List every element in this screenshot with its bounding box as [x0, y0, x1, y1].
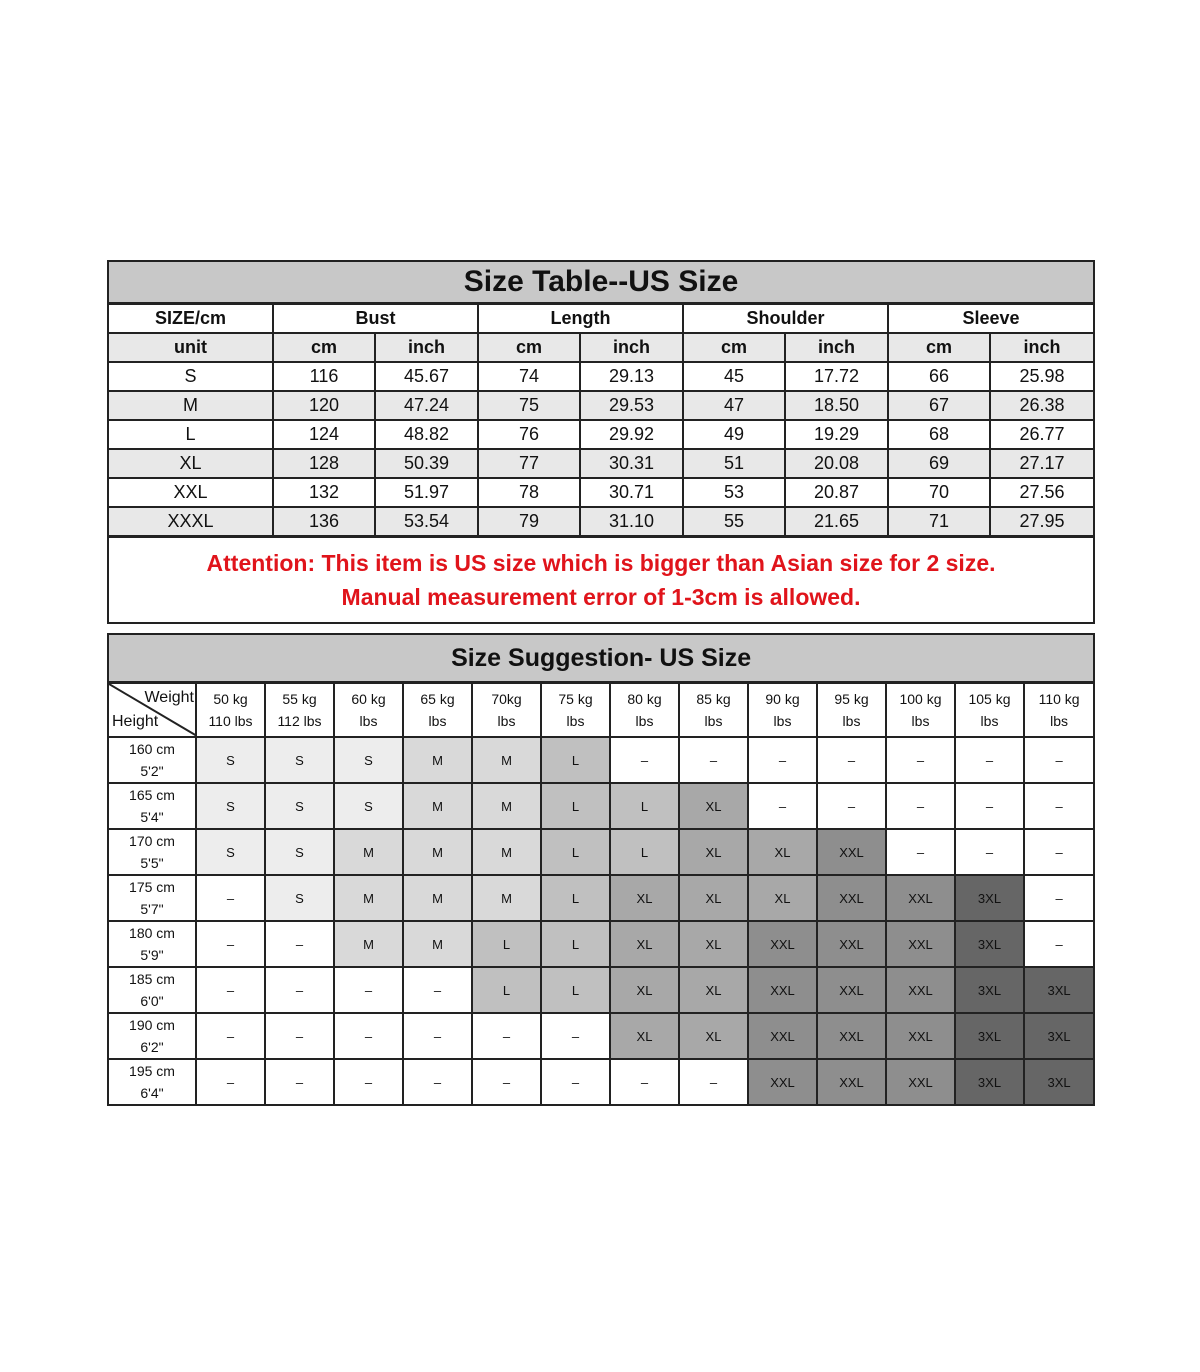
weight-lbs: lbs: [842, 713, 861, 729]
height-ft: 6'4": [140, 1085, 164, 1101]
recommended-size-cell: XL: [610, 967, 679, 1013]
recommended-size-cell: –: [1024, 783, 1094, 829]
weight-kg: 110 kg: [1038, 691, 1080, 707]
measurement-cell: 30.71: [580, 478, 683, 507]
height-ft: 5'9": [140, 947, 164, 963]
weight-kg: 65 kg: [420, 691, 455, 707]
recommended-size-cell: M: [334, 829, 403, 875]
height-header: [108, 1059, 196, 1105]
corner-header: [108, 683, 196, 738]
recommended-size-cell: XXL: [817, 1059, 886, 1105]
recommended-size-cell: M: [403, 829, 472, 875]
recommended-size-cell: –: [334, 1013, 403, 1059]
weight-header: [196, 683, 265, 738]
unit-header: cm: [683, 333, 785, 362]
recommended-size-cell: –: [472, 1013, 541, 1059]
height-header: [108, 967, 196, 1013]
recommended-size-cell: XXL: [817, 921, 886, 967]
recommended-size-cell: –: [1024, 875, 1094, 921]
recommended-size-cell: –: [610, 737, 679, 783]
measurement-cell: 136: [273, 507, 375, 537]
recommended-size-cell: –: [403, 1013, 472, 1059]
recommended-size-cell: S: [196, 829, 265, 875]
height-cm: 195 cm: [129, 1063, 175, 1079]
recommended-size-cell: –: [403, 1059, 472, 1105]
recommended-size-cell: XXL: [817, 875, 886, 921]
height-ft: 5'2": [140, 763, 164, 779]
recommended-size-cell: XXL: [748, 1059, 817, 1105]
weight-lbs: lbs: [428, 713, 447, 729]
recommended-size-cell: M: [403, 921, 472, 967]
recommended-size-cell: –: [265, 1059, 334, 1105]
weight-header: [955, 683, 1024, 738]
measurement-cell: 45.67: [375, 362, 478, 391]
height-ft: 5'5": [140, 855, 164, 871]
measurement-cell: 68: [888, 420, 990, 449]
unit-header: inch: [375, 333, 478, 362]
size-suggestion-table: [107, 633, 1095, 1106]
height-ft: 6'2": [140, 1039, 164, 1055]
recommended-size-cell: L: [541, 875, 610, 921]
recommended-size-cell: L: [610, 783, 679, 829]
weight-lbs: 112 lbs: [277, 713, 322, 729]
recommended-size-cell: M: [472, 875, 541, 921]
size-cell: M: [108, 391, 273, 420]
weight-kg: 55 kg: [282, 691, 317, 707]
measurement-cell: 26.38: [990, 391, 1094, 420]
recommended-size-cell: XXL: [886, 875, 955, 921]
recommended-size-cell: XL: [748, 875, 817, 921]
recommended-size-cell: 3XL: [1024, 1059, 1094, 1105]
measurement-cell: 20.08: [785, 449, 888, 478]
measurement-cell: 78: [478, 478, 580, 507]
weight-header: [748, 683, 817, 738]
weight-kg: 75 kg: [558, 691, 593, 707]
size-cell: S: [108, 362, 273, 391]
recommended-size-cell: –: [886, 829, 955, 875]
size-table-body: [108, 362, 1094, 537]
height-axis-label: Height: [112, 713, 159, 730]
measurement-cell: 30.31: [580, 449, 683, 478]
unit-header: cm: [273, 333, 375, 362]
size-cell: L: [108, 420, 273, 449]
group-header-sleeve: Sleeve: [888, 304, 1094, 334]
height-row: [108, 783, 1094, 829]
recommended-size-cell: –: [196, 967, 265, 1013]
weight-kg: 95 kg: [834, 691, 869, 707]
measurement-cell: 27.17: [990, 449, 1094, 478]
recommended-size-cell: XL: [679, 875, 748, 921]
size-row: [108, 449, 1094, 478]
recommended-size-cell: –: [472, 1059, 541, 1105]
weight-kg: 90 kg: [765, 691, 800, 707]
weight-header: [472, 683, 541, 738]
recommended-size-cell: 3XL: [955, 921, 1024, 967]
recommended-size-cell: XXL: [748, 967, 817, 1013]
recommended-size-cell: S: [334, 737, 403, 783]
measurement-cell: 29.92: [580, 420, 683, 449]
weight-header: [886, 683, 955, 738]
recommended-size-cell: XL: [679, 921, 748, 967]
measurement-cell: 77: [478, 449, 580, 478]
height-cm: 180 cm: [129, 925, 175, 941]
measurement-cell: 120: [273, 391, 375, 420]
recommended-size-cell: L: [610, 829, 679, 875]
recommended-size-cell: M: [334, 875, 403, 921]
weight-header: [817, 683, 886, 738]
recommended-size-cell: XXL: [817, 829, 886, 875]
recommended-size-cell: –: [334, 967, 403, 1013]
weight-lbs: lbs: [635, 713, 654, 729]
recommended-size-cell: S: [265, 783, 334, 829]
recommended-size-cell: S: [196, 783, 265, 829]
weight-lbs: lbs: [773, 713, 792, 729]
measurement-cell: 70: [888, 478, 990, 507]
height-header: [108, 737, 196, 783]
weight-header: [1024, 683, 1094, 738]
group-header-shoulder: Shoulder: [683, 304, 888, 334]
recommended-size-cell: –: [265, 921, 334, 967]
weight-lbs: lbs: [566, 713, 585, 729]
recommended-size-cell: XXL: [886, 967, 955, 1013]
measurement-cell: 25.98: [990, 362, 1094, 391]
measurement-cell: 124: [273, 420, 375, 449]
weight-kg: 80 kg: [627, 691, 662, 707]
size-cell: XXL: [108, 478, 273, 507]
recommended-size-cell: –: [265, 1013, 334, 1059]
recommended-size-cell: –: [748, 783, 817, 829]
recommended-size-cell: –: [1024, 829, 1094, 875]
recommended-size-cell: –: [886, 737, 955, 783]
height-row: [108, 921, 1094, 967]
recommended-size-cell: –: [541, 1059, 610, 1105]
recommended-size-cell: –: [196, 1059, 265, 1105]
height-row: [108, 875, 1094, 921]
weight-lbs: 110 lbs: [208, 713, 253, 729]
height-header: [108, 829, 196, 875]
height-ft: 5'7": [140, 901, 164, 917]
size-row: [108, 478, 1094, 507]
suggestion-table-body: [108, 737, 1094, 1105]
recommended-size-cell: –: [955, 737, 1024, 783]
recommended-size-cell: –: [265, 967, 334, 1013]
measurement-cell: 31.10: [580, 507, 683, 537]
height-row: [108, 1013, 1094, 1059]
unit-header: inch: [785, 333, 888, 362]
recommended-size-cell: M: [403, 737, 472, 783]
recommended-size-cell: –: [886, 783, 955, 829]
recommended-size-cell: M: [472, 829, 541, 875]
weight-header: [334, 683, 403, 738]
recommended-size-cell: –: [679, 1059, 748, 1105]
height-cm: 185 cm: [129, 971, 175, 987]
weight-lbs: lbs: [911, 713, 930, 729]
size-table-title: Size Table--US Size: [108, 261, 1094, 304]
recommended-size-cell: L: [541, 921, 610, 967]
measurement-cell: 71: [888, 507, 990, 537]
recommended-size-cell: S: [265, 829, 334, 875]
recommended-size-cell: 3XL: [955, 967, 1024, 1013]
recommended-size-cell: M: [472, 783, 541, 829]
recommended-size-cell: XXL: [748, 1013, 817, 1059]
weight-header: [403, 683, 472, 738]
size-table-group-header: [108, 304, 1094, 334]
unit-label-header: unit: [108, 333, 273, 362]
recommended-size-cell: S: [265, 875, 334, 921]
measurement-cell: 49: [683, 420, 785, 449]
measurement-cell: 47: [683, 391, 785, 420]
size-table-unit-header: [108, 333, 1094, 362]
recommended-size-cell: XXL: [886, 1059, 955, 1105]
measurement-cell: 67: [888, 391, 990, 420]
recommended-size-cell: 3XL: [1024, 1013, 1094, 1059]
height-cm: 165 cm: [129, 787, 175, 803]
measurement-cell: 76: [478, 420, 580, 449]
measurement-cell: 45: [683, 362, 785, 391]
measurement-cell: 53.54: [375, 507, 478, 537]
recommended-size-cell: XXL: [886, 1013, 955, 1059]
recommended-size-cell: L: [472, 967, 541, 1013]
unit-header: cm: [478, 333, 580, 362]
recommended-size-cell: –: [817, 737, 886, 783]
attention-notice: [108, 537, 1094, 624]
recommended-size-cell: –: [196, 921, 265, 967]
unit-header: inch: [990, 333, 1094, 362]
measurement-cell: 128: [273, 449, 375, 478]
recommended-size-cell: 3XL: [955, 1059, 1024, 1105]
measurement-cell: 50.39: [375, 449, 478, 478]
recommended-size-cell: –: [610, 1059, 679, 1105]
measurement-cell: 79: [478, 507, 580, 537]
recommended-size-cell: XXL: [748, 921, 817, 967]
recommended-size-cell: L: [472, 921, 541, 967]
measurement-cell: 53: [683, 478, 785, 507]
recommended-size-cell: L: [541, 829, 610, 875]
attention-line-1: Attention: This item is US size which is bigger than Asian size for 2 size.: [206, 550, 996, 576]
height-header: [108, 921, 196, 967]
recommended-size-cell: M: [403, 875, 472, 921]
group-header-bust: Bust: [273, 304, 478, 334]
recommended-size-cell: XL: [679, 829, 748, 875]
measurement-cell: 27.95: [990, 507, 1094, 537]
recommended-size-cell: –: [403, 967, 472, 1013]
measurement-cell: 51: [683, 449, 785, 478]
measurement-cell: 69: [888, 449, 990, 478]
weight-header: [610, 683, 679, 738]
measurement-cell: 29.53: [580, 391, 683, 420]
recommended-size-cell: –: [196, 1013, 265, 1059]
size-row: [108, 391, 1094, 420]
weight-lbs: lbs: [497, 713, 516, 729]
recommended-size-cell: L: [541, 737, 610, 783]
recommended-size-cell: XL: [610, 921, 679, 967]
unit-header: cm: [888, 333, 990, 362]
measurement-cell: 20.87: [785, 478, 888, 507]
size-table: [107, 260, 1095, 624]
height-ft: 5'4": [140, 809, 164, 825]
recommended-size-cell: –: [679, 737, 748, 783]
recommended-size-cell: XXL: [886, 921, 955, 967]
weight-lbs: lbs: [980, 713, 999, 729]
recommended-size-cell: –: [955, 829, 1024, 875]
recommended-size-cell: 3XL: [955, 1013, 1024, 1059]
recommended-size-cell: S: [334, 783, 403, 829]
suggestion-table-title: Size Suggestion- US Size: [108, 634, 1094, 683]
weight-kg: 50 kg: [213, 691, 248, 707]
height-row: [108, 967, 1094, 1013]
weight-axis-label: Weight: [144, 689, 194, 706]
size-row: [108, 507, 1094, 537]
recommended-size-cell: XL: [748, 829, 817, 875]
weight-header: [679, 683, 748, 738]
recommended-size-cell: –: [541, 1013, 610, 1059]
weight-kg: 60 kg: [351, 691, 386, 707]
weight-kg: 85 kg: [696, 691, 731, 707]
recommended-size-cell: –: [817, 783, 886, 829]
height-header: [108, 1013, 196, 1059]
size-cell: XL: [108, 449, 273, 478]
weight-lbs: lbs: [1050, 713, 1069, 729]
weight-lbs: lbs: [704, 713, 723, 729]
recommended-size-cell: 3XL: [1024, 967, 1094, 1013]
measurement-cell: 19.29: [785, 420, 888, 449]
recommended-size-cell: 3XL: [955, 875, 1024, 921]
height-ft: 6'0": [140, 993, 164, 1009]
height-header: [108, 783, 196, 829]
size-cell: XXXL: [108, 507, 273, 537]
recommended-size-cell: XL: [610, 875, 679, 921]
weight-header: [541, 683, 610, 738]
group-header-length: Length: [478, 304, 683, 334]
height-row: [108, 1059, 1094, 1105]
weight-kg: 70kg: [491, 691, 522, 707]
recommended-size-cell: M: [403, 783, 472, 829]
attention-line-2: Manual measurement error of 1-3cm is allowed.: [341, 584, 861, 610]
recommended-size-cell: S: [196, 737, 265, 783]
height-cm: 170 cm: [129, 833, 175, 849]
size-label-header: SIZE/cm: [108, 304, 273, 334]
measurement-cell: 55: [683, 507, 785, 537]
recommended-size-cell: –: [955, 783, 1024, 829]
measurement-cell: 26.77: [990, 420, 1094, 449]
size-row: [108, 362, 1094, 391]
recommended-size-cell: –: [1024, 737, 1094, 783]
measurement-cell: 47.24: [375, 391, 478, 420]
size-row: [108, 420, 1094, 449]
weight-header: [265, 683, 334, 738]
recommended-size-cell: –: [1024, 921, 1094, 967]
recommended-size-cell: –: [748, 737, 817, 783]
height-header: [108, 875, 196, 921]
recommended-size-cell: S: [265, 737, 334, 783]
measurement-cell: 18.50: [785, 391, 888, 420]
measurement-cell: 75: [478, 391, 580, 420]
measurement-cell: 29.13: [580, 362, 683, 391]
measurement-cell: 66: [888, 362, 990, 391]
height-cm: 160 cm: [129, 741, 175, 757]
recommended-size-cell: XL: [679, 1013, 748, 1059]
recommended-size-cell: XL: [679, 967, 748, 1013]
recommended-size-cell: L: [541, 783, 610, 829]
weight-lbs: lbs: [359, 713, 378, 729]
recommended-size-cell: XXL: [817, 1013, 886, 1059]
weight-kg: 100 kg: [899, 691, 942, 707]
measurement-cell: 132: [273, 478, 375, 507]
recommended-size-cell: XXL: [817, 967, 886, 1013]
recommended-size-cell: L: [541, 967, 610, 1013]
weight-header-row: [108, 683, 1094, 738]
unit-header: inch: [580, 333, 683, 362]
recommended-size-cell: M: [472, 737, 541, 783]
height-cm: 190 cm: [129, 1017, 175, 1033]
measurement-cell: 17.72: [785, 362, 888, 391]
measurement-cell: 74: [478, 362, 580, 391]
measurement-cell: 51.97: [375, 478, 478, 507]
recommended-size-cell: XL: [679, 783, 748, 829]
recommended-size-cell: XL: [610, 1013, 679, 1059]
measurement-cell: 21.65: [785, 507, 888, 537]
measurement-cell: 27.56: [990, 478, 1094, 507]
height-cm: 175 cm: [129, 879, 175, 895]
weight-kg: 105 kg: [968, 691, 1011, 707]
height-row: [108, 829, 1094, 875]
recommended-size-cell: –: [196, 875, 265, 921]
measurement-cell: 116: [273, 362, 375, 391]
recommended-size-cell: M: [334, 921, 403, 967]
measurement-cell: 48.82: [375, 420, 478, 449]
recommended-size-cell: –: [334, 1059, 403, 1105]
height-row: [108, 737, 1094, 783]
